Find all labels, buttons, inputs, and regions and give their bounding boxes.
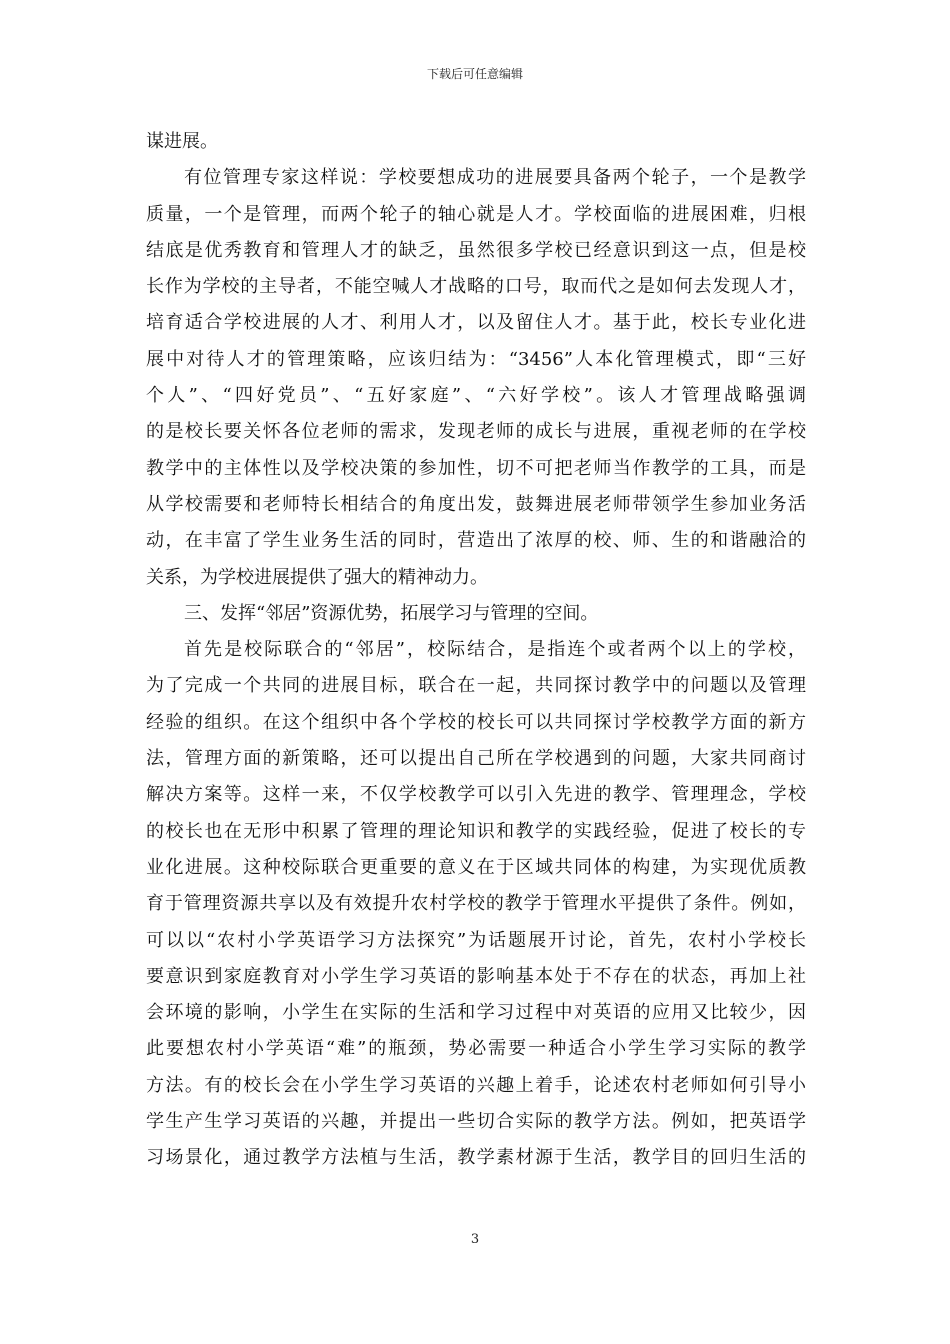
text-line: 会环境的影响，小学生在实际的生活和学习过程中对英语的应用又比较少，因 <box>146 1002 806 1024</box>
text-line: 要意识到家庭教育对小学生学习英语的影响基本处于不存在的状态，再加上社 <box>146 965 806 987</box>
page-number: 3 <box>470 1232 480 1247</box>
text-line: 业化进展。这种校际联合更重要的意义在于区域共同体的构建，为实现优质教 <box>146 856 806 878</box>
text-line: 谋进展。 <box>146 131 218 152</box>
text-line: 长作为学校的主导者，不能空喊人才战略的口号，取而代之是如何去发现人才， <box>146 276 806 298</box>
text-line: 质量，一个是管理，而两个轮子的轴心就是人才。学校面临的进展困难，归根 <box>146 203 806 225</box>
text-line: 此要想农村小学英语“难”的瓶颈，势必需要一种适合小学生学习实际的教学 <box>146 1038 806 1060</box>
text-line: 习场景化，通过教学方法植与生活，教学素材源于生活，教学目的回归生活的 <box>146 1147 806 1169</box>
text-line: 关系，为学校进展提供了强大的精神动力。 <box>146 566 488 588</box>
text-line: 展中对待人才的管理策略，应该归结为：“3456”人本化管理模式，即“三好 <box>146 348 806 370</box>
text-line: 可以以“农村小学英语学习方法探究”为话题展开讨论，首先，农村小学校长 <box>146 929 806 951</box>
text-line: 个人”、“四好党员”、“五好家庭”、“六好学校”。该人才管理战略强调 <box>146 385 806 407</box>
page-body <box>146 124 806 1177</box>
text-line: 育于管理资源共享以及有效提升农村学校的教学于管理水平提供了条件。例如， <box>146 893 806 915</box>
text-line: 的是校长要关怀各位老师的需求，发现老师的成长与进展，重视老师的在学校 <box>146 421 806 443</box>
page-header: 下载后可任意编辑 <box>426 67 523 81</box>
text-line: 解决方案等。这样一来，不仅学校教学可以引入先进的教学、管理理念，学校 <box>146 784 806 806</box>
text-line: 学生产生学习英语的兴趣，并提出一些切合实际的教学方法。例如，把英语学 <box>146 1111 806 1133</box>
text-line: 培育适合学校进展的人才、利用人才，以及留住人才。基于此，校长专业化进 <box>146 312 806 334</box>
text-line: 方法。有的校长会在小学生学习英语的兴趣上着手，论述农村老师如何引导小 <box>146 1074 806 1096</box>
text-line: 为了完成一个共同的进展目标，联合在一起，共同探讨教学中的问题以及管理 <box>146 675 806 697</box>
text-line: 有位管理专家这样说：学校要想成功的进展要具备两个轮子，一个是教学 <box>184 167 806 189</box>
text-line: 三、发挥“邻居”资源优势，拓展学习与管理的空间。 <box>184 602 599 624</box>
text-line: 动，在丰富了学生业务生活的同时，营造出了浓厚的校、师、生的和谐融洽的 <box>146 530 806 552</box>
text-line: 的校长也在无形中积累了管理的理论知识和教学的实践经验，促进了校长的专 <box>146 820 806 842</box>
text-line: 教学中的主体性以及学校决策的参加性，切不可把老师当作教学的工具，而是 <box>146 457 806 479</box>
text-line: 法，管理方面的新策略，还可以提出自己所在学校遇到的问题，大家共同商讨 <box>146 748 806 770</box>
text-line: 经验的组织。在这个组织中各个学校的校长可以共同探讨学校教学方面的新方 <box>146 711 806 733</box>
text-line: 结底是优秀教育和管理人才的缺乏，虽然很多学校已经意识到这一点，但是校 <box>146 239 806 261</box>
text-line: 首先是校际联合的“邻居”，校际结合，是指连个或者两个以上的学校， <box>184 639 806 661</box>
text-line: 从学校需要和老师特长相结合的角度出发，鼓舞进展老师带领学生参加业务活 <box>146 493 806 515</box>
